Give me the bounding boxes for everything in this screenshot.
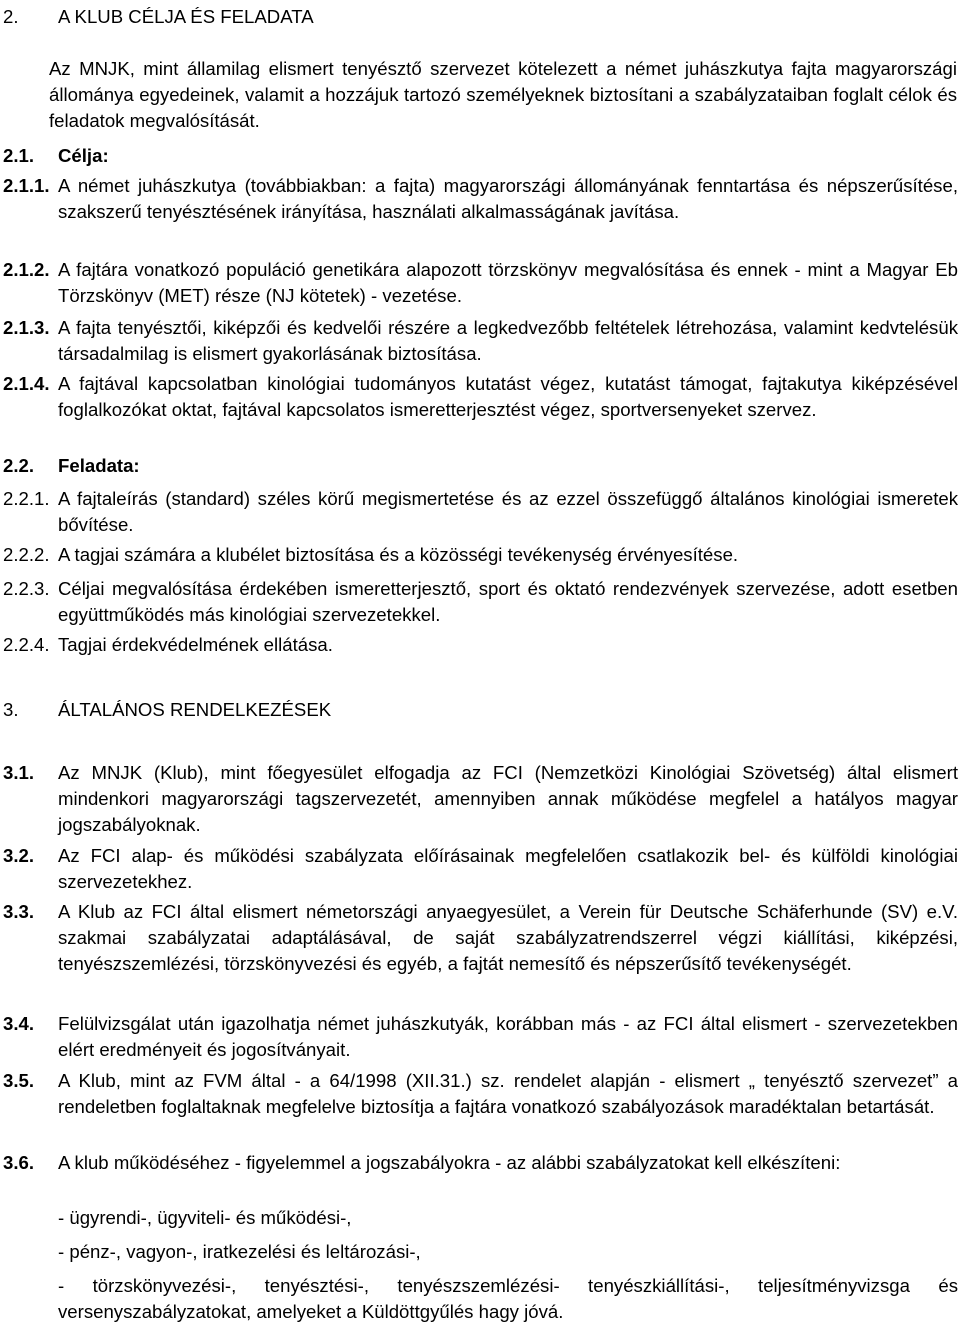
subsection-title: Célja: [58, 145, 109, 166]
section-number: 3. [3, 699, 19, 720]
item-text: A fajta tenyésztői, kiképzői és kedvelői részére a legkedvezőbb feltételek létrehozása, valamint kedvtelésük társadalmilag is elismert gyakorlásának biztosítása. [58, 317, 958, 364]
item-number: 2.2.3. [3, 578, 50, 599]
item-number: 2.1.3. [3, 317, 50, 338]
section-number: 2. [3, 6, 19, 27]
item-text: A klub működéséhez - figyelemmel a jogszabályokra - az alábbi szabályzatokat kell elkészíteni: [58, 1152, 841, 1173]
intro-paragraph: Az MNJK, mint államilag elismert tenyésztő szervezet kötelezett a német juhászkutya fajta magyarországi állománya egyedeinek, valamit a hozzájuk tartozó személyeknek biztosítani a szabályzataiban foglalt célok és feladatok megvalósítását. [49, 58, 957, 131]
item-number: 3.2. [3, 845, 35, 866]
list-item [3, 257, 958, 309]
list-item [3, 1068, 958, 1120]
list-item: - pénz-, vagyon-, iratkezelési és leltározási-, [58, 1241, 421, 1262]
item-text: Céljai megvalósítása érdekében ismeretterjesztő, sport és oktató rendezvények szervezése, adott esetben együttműködés más kinológiai szervezetekkel. [58, 578, 958, 625]
list-item [3, 486, 958, 538]
item-number: 2.1.1. [3, 175, 50, 196]
list-item [3, 1150, 958, 1176]
list-item [3, 576, 958, 628]
list-item [3, 899, 958, 977]
item-text: A fajtával kapcsolatban kinológiai tudományos kutatást végez, kutatást támogat, fajtakutya kiképzésével foglalkozókat oktat, fajtával kapcsolatos ismeretterjesztést végez, sportversenyeket szervez. [58, 373, 958, 420]
section-3-heading [3, 697, 958, 723]
subsection-2-2-heading [3, 453, 958, 479]
subsection-number: 2.2. [3, 455, 35, 476]
item-number: 3.1. [3, 762, 35, 783]
item-text: A tagjai számára a klubélet biztosítása és a közösségi tevékenység érvényesítése. [58, 544, 739, 565]
section-title: A KLUB CÉLJA ÉS FELADATA [58, 6, 314, 27]
item-number: 3.4. [3, 1013, 35, 1034]
item-text: A Klub, mint az FVM által - a 64/1998 (XII.31.) sz. rendelet alapján - elismert „ tenyésztő szervezet” a rendeletben foglaltaknak megfelelve biztosítja a fajtára vonatkozó szabályozások maradéktalan betartását. [58, 1070, 958, 1117]
item-number: 2.2.1. [3, 488, 50, 509]
list-item [3, 315, 958, 367]
section-2-heading [3, 4, 958, 30]
item-number: 2.2.4. [3, 634, 50, 655]
item-number: 2.1.4. [3, 373, 50, 394]
list-item: - törzskönyvezési-, tenyésztési-, tenyészszemlézési- tenyészkiállítási-, teljesítményvizsga és versenyszabályzatokat, amelyeket a Küldöttgyűlés hagy jóvá. [58, 1275, 958, 1322]
list-item [3, 632, 958, 658]
item-text: Az MNJK (Klub), mint főegyesület elfogadja az FCI (Nemzetközi Kinológiai Szövetség) által elismert mindenkori magyarországi tagszervezetét, amennyiben annak működése megfelel a hatályos magyar jogszabályoknak. [58, 762, 958, 835]
regulation-list [58, 1205, 958, 1325]
item-number: 2.1.2. [3, 259, 50, 280]
item-number: 2.2.2. [3, 544, 50, 565]
item-text: A német juhászkutya (továbbiakban: a fajta) magyarországi állományának fenntartása és népszerűsítése, szakszerű tenyésztésének irányítása, használati alkalmasságának javítása. [58, 175, 958, 222]
item-text: A fajtaleírás (standard) széles körű megismertetése és az ezzel összefüggő általános kinológiai ismeretek bővítése. [58, 488, 958, 535]
list-item [3, 843, 958, 895]
list-item [3, 173, 958, 225]
section-title: ÁLTALÁNOS RENDELKEZÉSEK [58, 699, 332, 720]
list-item [3, 760, 958, 838]
subsection-title: Feladata: [58, 455, 140, 476]
item-text: Tagjai érdekvédelmének ellátása. [58, 634, 333, 655]
list-item: - ügyrendi-, ügyviteli- és működési-, [58, 1207, 352, 1228]
item-number: 3.3. [3, 901, 35, 922]
item-text: A Klub az FCI által elismert németországi anyaegyesület, a Verein für Deutsche Schäferhunde (SV) e.V. szakmai szabályzatai adaptálásával, de saját szabályzatrendszerrel végzi kiállítási, kiképzési, tenyészszemlézési, törzskönyvezési és egyéb, a fajtát nemesítő és népszerűsítő tevékenységét. [58, 901, 958, 974]
item-text: Az FCI alap- és működési szabályzata előírásainak megfelelően csatlakozik bel- és külföldi kinológiai szervezetekhez. [58, 845, 958, 892]
subsection-number: 2.1. [3, 145, 35, 166]
item-number: 3.5. [3, 1070, 35, 1091]
item-number: 3.6. [3, 1152, 35, 1173]
list-item [3, 542, 958, 568]
subsection-2-1-heading [3, 143, 958, 169]
list-item [3, 371, 958, 423]
list-item [3, 1011, 958, 1063]
item-text: Felülvizsgálat után igazolhatja német juhászkutyák, korábban más - az FCI által elismert - szervezetekben elért eredményeit és jogosítványait. [58, 1013, 958, 1060]
item-text: A fajtára vonatkozó populáció genetikára alapozott törzskönyv megvalósítása és ennek - mint a Magyar Eb Törzskönyv (MET) része (NJ kötetek) - vezetése. [58, 259, 958, 306]
